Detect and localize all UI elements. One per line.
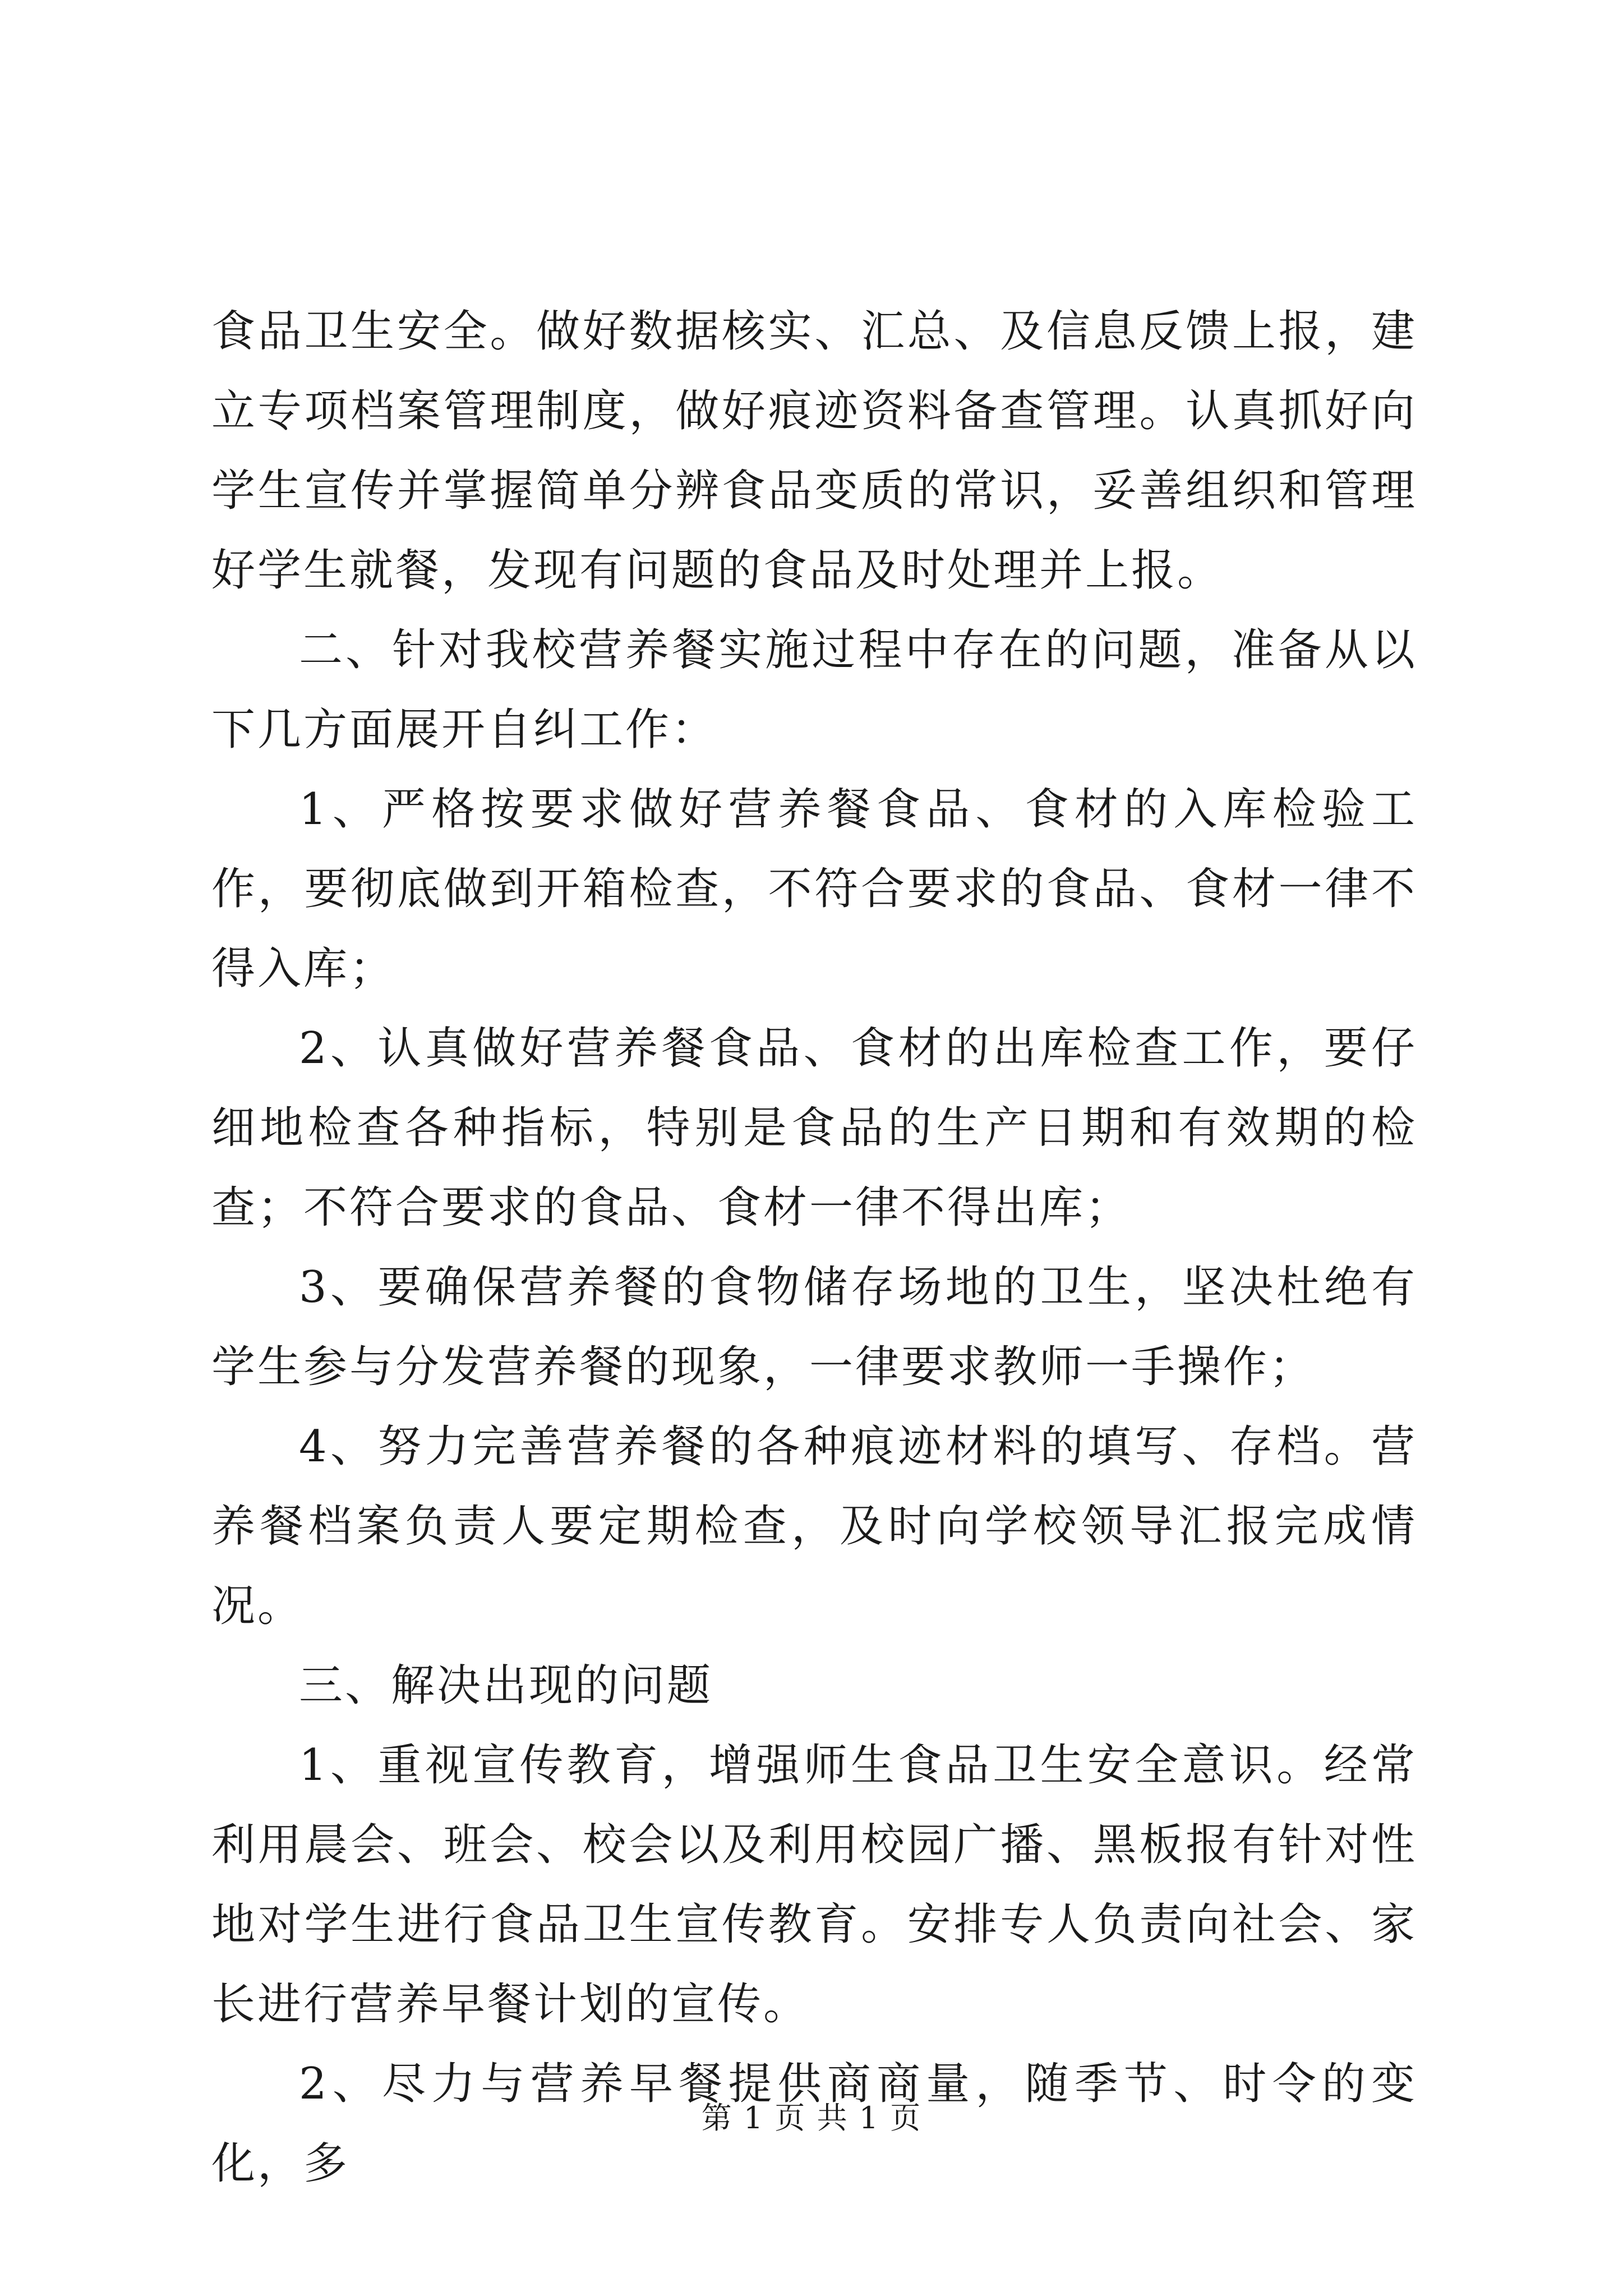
page-number-label: 第 1 页 共 1 页: [701, 2100, 922, 2136]
document-body: [211, 292, 1417, 2203]
paragraph-6: 4、努力完善营养餐的各种痕迹材料的填写、存档。营养餐档案负责人要定期检查，及时向学校领导汇报完成情况。: [211, 1421, 1417, 1631]
paragraph-9: 2、尽力与营养早餐提供商商量，随季节、时令的变化，多: [211, 2059, 1417, 2189]
paragraph-1: 食品卫生安全。做好数据核实、汇总、及信息反馈上报，建立专项档案管理制度，做好痕迹资料备查管理。认真抓好向学生宣传并掌握简单分辨食品变质的常识，妥善组织和管理好学生就餐，发现有问题的食品及时处理并上报。: [211, 306, 1417, 596]
paragraph-3: 1、严格按要求做好营养餐食品、食材的入库检验工作，要彻底做到开箱检查，不符合要求的食品、食材一律不得入库；: [211, 784, 1417, 994]
paragraph-5: 3、要确保营养餐的食物储存场地的卫生，坚决杜绝有学生参与分发营养餐的现象，一律要求教师一手操作；: [211, 1262, 1417, 1392]
section-heading-3: 三、解决出现的问题: [299, 1660, 713, 1711]
paragraph-2: 二、针对我校营养餐实施过程中存在的问题，准备从以下几方面展开自纠工作：: [211, 625, 1417, 755]
paragraph-4: 2、认真做好营养餐食品、食材的出库检查工作，要仔细地检查各种指标，特别是食品的生产日期和有效期的检查；不符合要求的食品、食材一律不得出库；: [211, 1023, 1417, 1233]
page-footer: [0, 2094, 1623, 2137]
paragraph-8: 1、重视宣传教育，增强师生食品卫生安全意识。经常利用晨会、班会、校会以及利用校园广播、黑板报有针对性地对学生进行食品卫生宣传教育。安排专人负责向社会、家长进行营养早餐计划的宣传。: [211, 1740, 1417, 2030]
